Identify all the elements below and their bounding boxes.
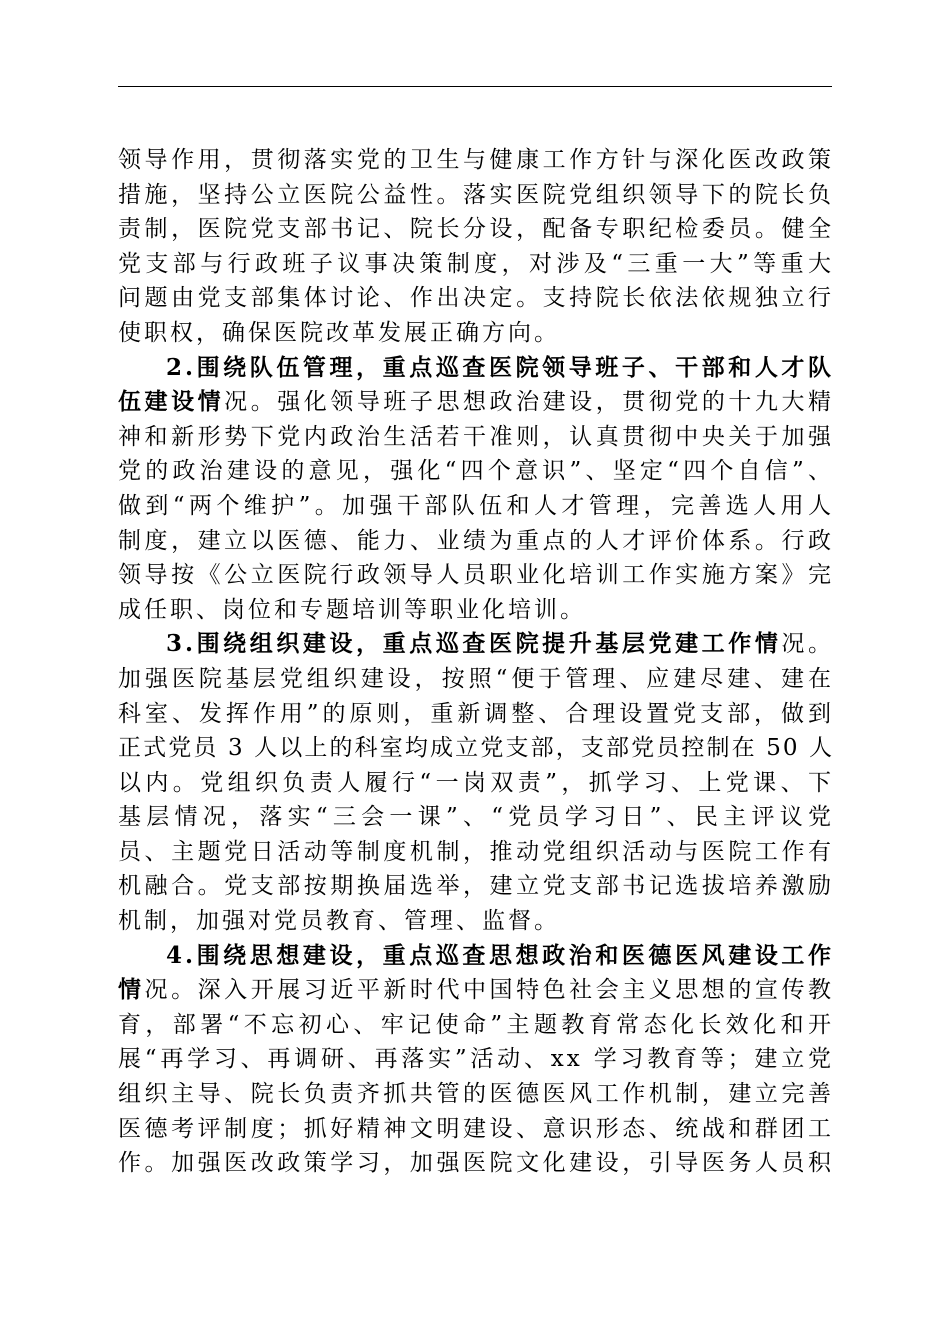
text-line <box>118 558 834 593</box>
text-segment: 责制，医院党支部书记、院长分设，配备专职纪检委员。健全 <box>118 216 834 243</box>
text-segment: 正式党员 3 人以上的科室均成立党支部，支部党员控制在 50 人 <box>118 735 834 762</box>
text-line <box>118 143 834 178</box>
text-segment: 机融合。党支部按期换届选举，建立党支部书记选拔培养激励 <box>118 873 834 900</box>
text-segment: 使职权，确保医院改革发展正确方向。 <box>118 319 560 346</box>
header-rule <box>118 86 832 87</box>
text-segment: 机制，加强对党员教育、管理、监督。 <box>118 908 560 935</box>
text-segment: 做到“两个维护”。加强干部队伍和人才管理，完善选人用人 <box>118 492 834 519</box>
text-line <box>118 351 834 386</box>
text-segment: 问题由党支部集体讨论、作出决定。支持院长依法依规独立行 <box>118 285 834 312</box>
text-line <box>118 212 834 247</box>
text-line <box>118 593 834 628</box>
bold-text-segment: 2.围绕队伍管理，重点巡查医院领导班子、干部和人才队 <box>166 353 834 381</box>
text-line <box>118 316 834 351</box>
text-line <box>118 524 834 559</box>
text-line <box>118 1112 834 1147</box>
text-line <box>118 800 834 835</box>
text-segment: 以内。党组织负责人履行“一岗双责”，抓学习、上党课、下 <box>118 769 834 796</box>
text-line <box>118 454 834 489</box>
text-line <box>118 281 834 316</box>
text-segment: 党支部与行政班子议事决策制度，对涉及“三重一大”等重大 <box>118 250 834 277</box>
text-line <box>118 662 834 697</box>
text-line <box>118 904 834 939</box>
text-segment: 成任职、岗位和专题培训等职业化培训。 <box>118 596 586 623</box>
text-line <box>118 420 834 455</box>
text-line <box>118 489 834 524</box>
bold-text-segment: 情 <box>118 976 145 1004</box>
text-segment: 基层情况，落实“三会一课”、“党员学习日”、民主评议党 <box>118 804 834 831</box>
text-segment: 科室、发挥作用”的原则，重新调整、合理设置党支部，做到 <box>118 700 834 727</box>
text-segment: 神和新形势下党内政治生活若干准则，认真贯彻中央关于加强 <box>118 423 834 450</box>
text-line <box>118 973 834 1008</box>
text-segment: 措施，坚持公立医院公益性。落实医院党组织领导下的院长负 <box>118 181 834 208</box>
text-segment: 况。 <box>781 631 835 658</box>
text-segment: 医德考评制度；抓好精神文明建设、意识形态、统战和群团工 <box>118 1115 834 1142</box>
text-segment: 领导作用，贯彻落实党的卫生与健康工作方针与深化医改政策 <box>118 147 834 173</box>
text-line <box>118 766 834 801</box>
text-line <box>118 1146 834 1181</box>
text-line <box>118 835 834 870</box>
text-segment: 况。深入开展习近平新时代中国特色社会主义思想的宣传教 <box>144 977 835 1004</box>
text-segment: 党的政治建设的意见，强化“四个意识”、坚定“四个自信”、 <box>118 458 834 485</box>
text-line <box>118 1008 834 1043</box>
bold-text-segment: 4.围绕思想建设，重点巡查思想政治和医德医风建设工作 <box>166 941 834 969</box>
text-line <box>118 1077 834 1112</box>
text-line <box>118 939 834 974</box>
text-segment: 组织主导、院长负责齐抓共管的医德医风工作机制，建立完善 <box>118 1081 834 1108</box>
text-segment: 况。强化领导班子思想政治建设，贯彻党的十九大精 <box>224 389 835 416</box>
bold-text-segment: 伍建设情 <box>118 388 225 416</box>
text-line <box>118 385 834 420</box>
text-line <box>118 697 834 732</box>
text-segment: 加强医院基层党组织建设，按照“便于管理、应建尽建、建在 <box>118 665 834 692</box>
text-segment: 领导按《公立医院行政领导人员职业化培训工作实施方案》完 <box>118 562 834 589</box>
text-segment: 制度，建立以医德、能力、业绩为重点的人才评价体系。行政 <box>118 527 834 554</box>
text-line <box>118 247 834 282</box>
text-segment: 员、主题党日活动等制度机制，推动党组织活动与医院工作有 <box>118 838 834 865</box>
text-line <box>118 1042 834 1077</box>
document-body <box>118 143 834 1181</box>
text-line <box>118 869 834 904</box>
text-segment: 作。加强医改政策学习，加强医院文化建设，引导医务人员积 <box>118 1150 834 1177</box>
text-line <box>118 627 834 662</box>
text-segment: 育，部署“不忘初心、牢记使命”主题教育常态化长效化和开 <box>118 1011 834 1038</box>
bold-text-segment: 3.围绕组织建设，重点巡查医院提升基层党建工作情 <box>166 630 782 658</box>
text-line <box>118 178 834 213</box>
text-segment: 展“再学习、再调研、再落实”活动、xx 学习教育等；建立党 <box>118 1046 834 1073</box>
text-line <box>118 731 834 766</box>
